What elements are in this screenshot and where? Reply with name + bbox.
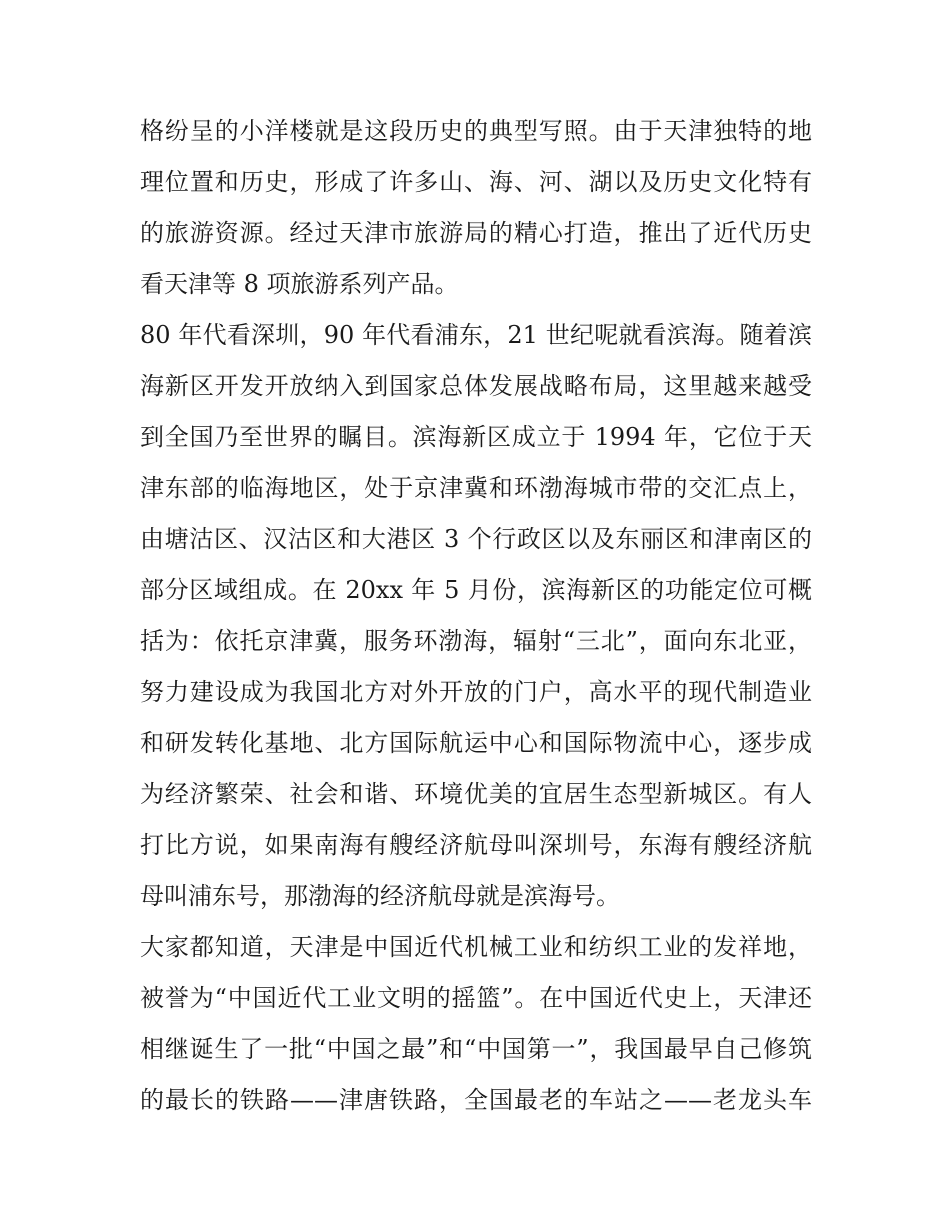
text-line-20: 的最长的铁路——津唐铁路，全国最老的车站之——老龙头车 <box>140 1086 812 1114</box>
text-line-16: 母叫浦东号，那渤海的经济航母就是滨海号。 <box>140 882 620 910</box>
text-line-17: 大家都知道，天津是中国近代机械工业和纺织工业的发祥地， <box>140 933 812 961</box>
document-body <box>140 106 812 1126</box>
text-line-11: 括为：依托京津冀，服务环渤海，辐射“三北”，面向东北亚， <box>140 627 812 655</box>
text-line-1: 格纷呈的小洋楼就是这段历史的典型写照。由于天津独特的地 <box>140 117 812 145</box>
text-line-7: 到全国乃至世界的瞩目。滨海新区成立于 1994 年，它位于天 <box>140 423 812 451</box>
text-line-6: 海新区开发开放纳入到国家总体发展战略布局，这里越来越受 <box>140 372 812 400</box>
text-line-4: 看天津等 8 项旅游系列产品。 <box>140 270 459 298</box>
text-line-3: 的旅游资源。经过天津市旅游局的精心打造，推出了近代历史 <box>140 219 812 247</box>
text-line-10: 部分区域组成。在 20xx 年 5 月份，滨海新区的功能定位可概 <box>140 576 812 604</box>
text-line-13: 和研发转化基地、北方国际航运中心和国际物流中心，逐步成 <box>140 729 812 757</box>
text-line-8: 津东部的临海地区，处于京津冀和环渤海城市带的交汇点上， <box>140 474 812 502</box>
text-line-15: 打比方说，如果南海有艘经济航母叫深圳号，东海有艘经济航 <box>140 831 812 859</box>
text-line-14: 为经济繁荣、社会和谐、环境优美的宜居生态型新城区。有人 <box>140 780 812 808</box>
text-line-19: 相继诞生了一批“中国之最”和“中国第一”，我国最早自己修筑 <box>140 1035 812 1063</box>
text-line-2: 理位置和历史，形成了许多山、海、河、湖以及历史文化特有 <box>140 168 812 196</box>
text-line-18: 被誉为“中国近代工业文明的摇篮”。在中国近代史上，天津还 <box>140 984 812 1012</box>
text-line-9: 由塘沽区、汉沽区和大港区 3 个行政区以及东丽区和津南区的 <box>140 525 812 553</box>
text-line-5: 80 年代看深圳，90 年代看浦东，21 世纪呢就看滨海。随着滨 <box>140 321 812 349</box>
text-line-12: 努力建设成为我国北方对外开放的门户，高水平的现代制造业 <box>140 678 812 706</box>
